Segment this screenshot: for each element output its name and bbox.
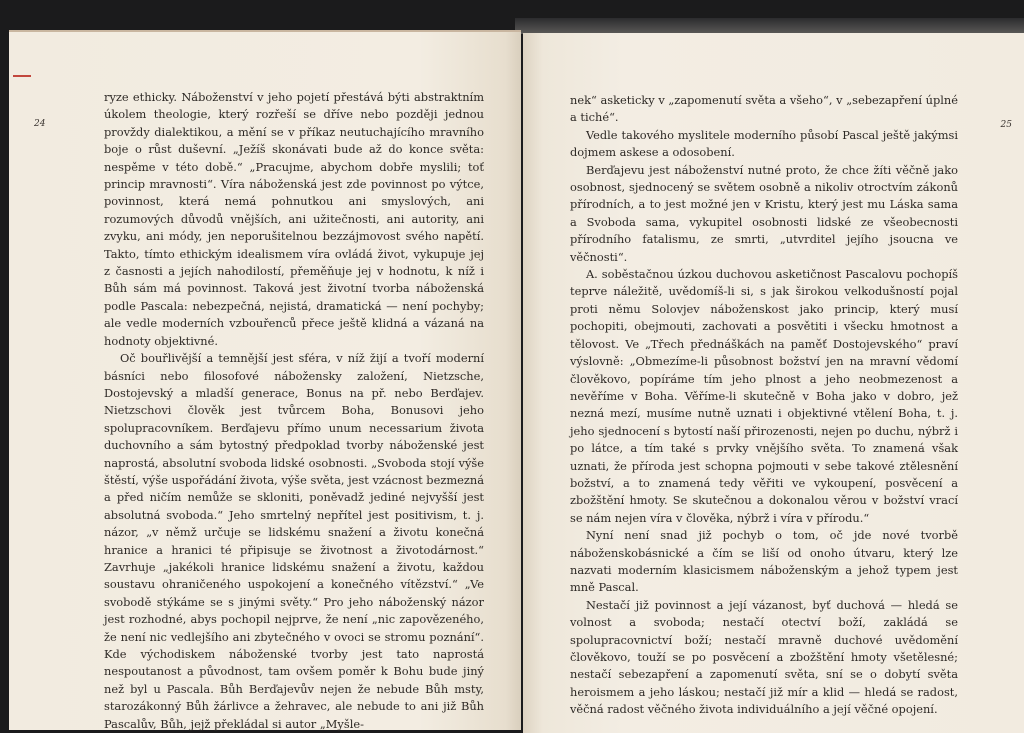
right-page-text: [570, 92, 958, 719]
book-top-shadow: [515, 18, 1024, 34]
paragraph: Nestačí již povinnost a její vázanost, byť duchová — hledá se volnost a svoboda; nestačí otectví boží, zakládá se spolupracovnictví boží; nestačí mravně duchové uvědomění člověkovo, touží se po posvěcení a zbožštění hmoty všetělesné; nestačí sebezapření a zapomenutí světa, sní se o dobytí světa heroismem a jeho láskou; nestačí již mír a klid — hledá se radost, věčná radost věčného života individuálního a její věčné opojení.: [570, 597, 958, 717]
paragraph: Oč bouřlivější a temnější jest sféra, v níž žijí a tvoří moderní básníci nebo filosofové nábožensky založení, Nietzsche, Dostojevský a mladší generace, Bonus na př. nebo Berďajev. Nietzschovi člověk jest tvůrcem Boha, Bonusovi jeho spolupracovníkem. Berďajevu přímo unum necessarium života duchovního a sám bytostný předpoklad tvorby náboženské jest naprostá, absolutní svoboda lidské osobnosti. „Svoboda stojí výše štěstí, výše uspořádání života, výše světa, jest vzácnost bezmezná a před ničím nemůže se skloniti, poněvadž jediné nejvyšší jest absolutná svoboda.“ Jeho smrtelný nepřítel jest positivism, t. j. názor, „v němž určuje se lidskému snažení a životu konečná hranice a hranici té připisuje se životnost a životodárnost.“ Zavrhuje „jakékoli hranice lidskému snažení a životu, každou soustavu ohraničeného uspokojení a konečného vítězství.“ „Ve svobodě stýkáme se s jinými světy.“ Pro jeho náboženský názor jest rozhodné, abys pochopil nejprve, že není „nic zapovězeného, že není nic vedlejšího ani zbytečného v ovoci se stromu poznání“. Kde východiskem náboženské tvorby jest tato naprostá nespoutanost a původnost, tam ovšem poměr k Bohu bude jiný než byl u Pascala. Bůh Berďajevův nejen že nebude Bůh msty, starozákonný Bůh žárlivce a žehravec, ale nebude to ani již Bůh Pascalův, Bůh, jejž překládal si autor „Myšle-: [104, 351, 484, 731]
paragraph: Vedle takového myslitele moderního působí Pascal ještě jakýmsi dojmem askese a odosobení.: [570, 127, 958, 160]
paragraph: A. soběstačnou úzkou duchovou asketičnost Pascalovu pochopíš teprve náležitě, uvědomíš-li si, s jak širokou velkodušností pojal proti němu Solovjev náboženskost jako princip, který musí pochopiti, obejmouti, zachovati a posvětiti i všecku hmotnost a tělovost. Ve „Třech přednáškách na paměť Dostojevského“ praví výslovně: „Obmezíme-li působnost božství jen na mravní vědomí člověkovo, popíráme tím jeho plnost a jeho neobmezenost a nevěříme v Boha. Věříme-li skutečně v Boha jako v dobro, jež nezná mezí, musíme nutně uznati i objektivné vtělení Boha, t. j. jeho sjednocení s bytostí naší přirozenosti, nejen po duchu, nýbrž i po látce, a tím také s prvky vnějšího světa. To znamená však uznati, že příroda jest schopna pojmouti v sebe takové ztělesnění božství, a to znamená tedy věřiti ve vykoupení, posvěcení a zbožštění hmoty. Se skutečnou a dokonalou věrou v božství vrací se nám nejen víra v člověka, nýbrž i víra v přírodu.“: [570, 267, 958, 525]
left-page-text: [104, 89, 484, 733]
paragraph: Berďajevu jest náboženství nutné proto, že chce žíti věčně jako osobnost, sjednocený se světem osobně a nikoliv otroctvím zákonů přírodních, a to jest možné jen v Kristu, který jest mu Láska sama a Svoboda sama, vykupitel osobnosti lidské ze všeobecnosti přírodního fatalismu, ze smrti, „utvrditel jejího jsoucna ve věčnosti“.: [570, 162, 958, 264]
paragraph: nek“ asketicky v „zapomenutí světa a všeho“, v „sebezapření úplné a tiché“.: [570, 93, 958, 125]
paragraph: Nyní není snad již pochyb o tom, oč jde nové tvorbě náboženskobásnické a čím se liší od onoho útvaru, který lze nazvati moderním klasicismem náboženským a jehož typem jest mně Pascal.: [570, 528, 958, 595]
paragraph: ryze ethicky. Náboženství v jeho pojetí přestává býti abstraktním úkolem theologie, který rozřeší se dříve nebo později jednou provždy dialektikou, a mění se v příkaz neutuchajícího mravního boje o růst duševní. „Ježíš skonávati bude až do konce světa: nespěme v této době.“ „Pracujme, abychom dobře myslili; toť princip mravnosti“. Víra náboženská jest zde povinnost po výtce, povinnost, která nemá pohnutkou ani smyslových, ani rozumových důvodů vnějších, ani užitečnosti, ani autority, ani zvyku, ani módy, jen neporušitelnou bezzájmovost svého napětí. Takto, tímto ethickým idealismem víra ovládá život, vykupuje jej z časnosti a jejích nahodilostí, přeměňuje jej v hodnotu, k níž i Bůh sám má povinnost. Taková jest životní tvorba náboženská podle Pascala: nebezpečná, nejistá, dramatická — není pochyby; ale vedle moderních vzbouřenců přece ještě klidná a vázaná na hodnoty objektivné.: [104, 90, 484, 348]
right-page-number: 25: [1000, 120, 1012, 130]
page-edge-mark: [13, 75, 31, 77]
left-page-number: 24: [34, 119, 46, 129]
